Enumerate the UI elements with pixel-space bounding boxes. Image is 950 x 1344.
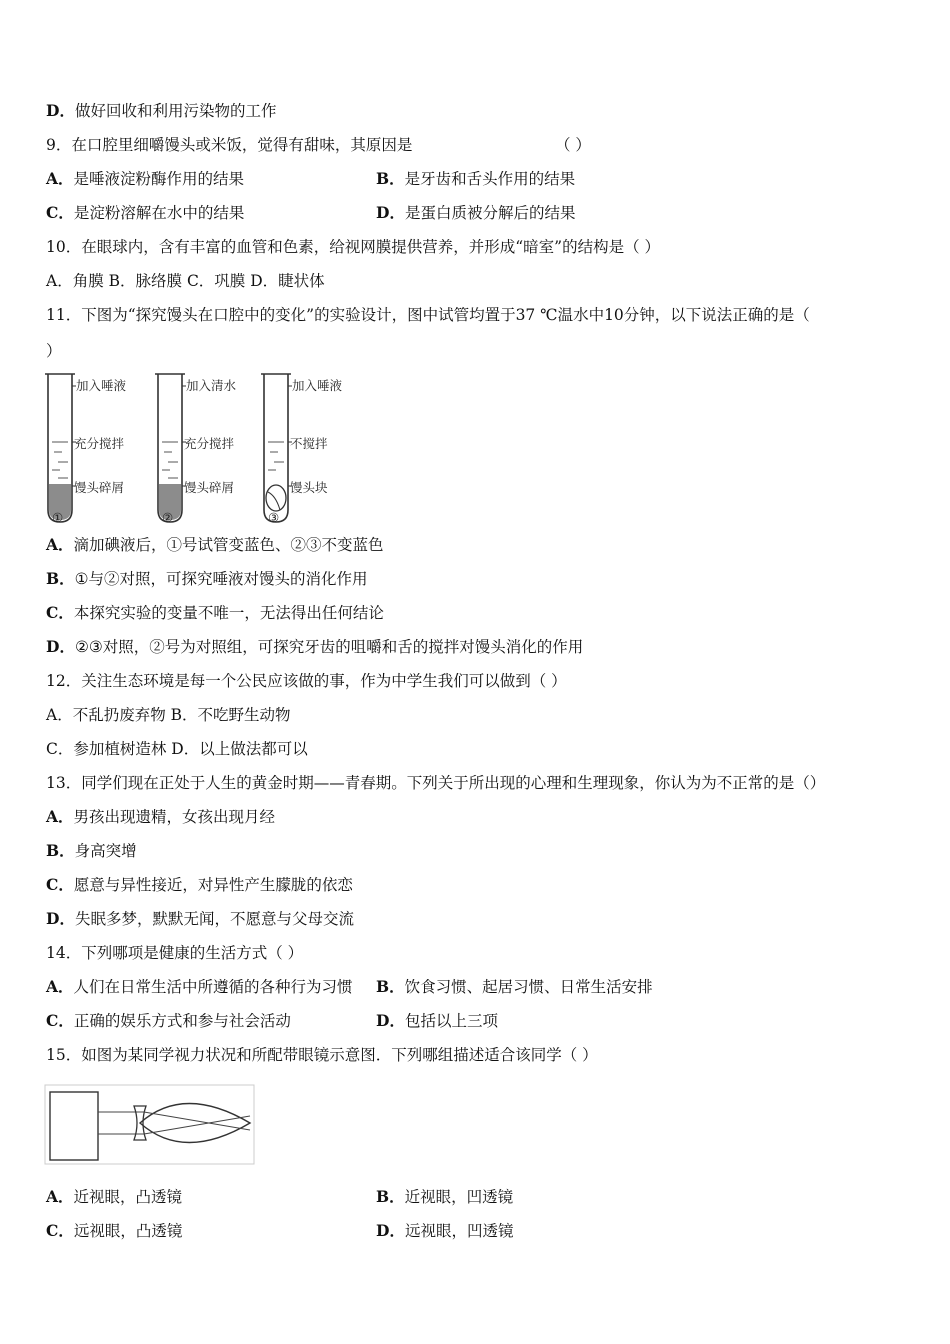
option-letter: A． <box>46 169 74 188</box>
option-letter: D． <box>376 1221 405 1240</box>
option-letter: B． <box>376 1187 405 1206</box>
q12-options-line2: C．参加植树造林 D．以上做法都可以 <box>46 740 308 758</box>
tube1-number: ① <box>52 510 64 525</box>
option-letter: D． <box>46 909 75 928</box>
q11-option-c <box>46 602 384 624</box>
q10-options: A．角膜 B．脉络膜 C．巩膜 D．睫状体 <box>46 272 325 290</box>
option-text: 做好回收和利用污染物的工作 <box>74 102 277 120</box>
option-letter: A． <box>46 535 74 554</box>
q14-option-d <box>376 1010 498 1032</box>
option-text: 近视眼，凸透镜 <box>73 1188 183 1206</box>
q13-option-c <box>46 874 353 896</box>
test-tube-figure <box>40 370 360 528</box>
tube2-top-label: 加入清水 <box>186 378 237 393</box>
q15-option-c <box>46 1220 182 1242</box>
q13-stem: 13．同学们现在正处于人生的黄金时期——青春期。下列关于所出现的心理和生理现象，你认为为不正常的是（） <box>46 774 826 792</box>
option-letter: D． <box>376 1011 405 1030</box>
tube3-top-label: 加入唾液 <box>292 378 343 393</box>
option-letter: B． <box>46 569 75 588</box>
tube2-mid-label: 充分搅拌 <box>184 436 235 451</box>
test-tube-3 <box>261 374 292 522</box>
option-text: 本探究实验的变量不唯一，无法得出任何结论 <box>73 604 384 622</box>
option-text: 身高突增 <box>74 842 137 860</box>
q14-option-b <box>376 976 653 998</box>
q12-options-line1: A．不乱扔废弃物 B．不吃野生动物 <box>46 706 291 724</box>
q15-option-d <box>376 1220 513 1242</box>
object-icon <box>50 1092 98 1160</box>
option-letter: A． <box>46 1187 74 1206</box>
q9-option-a <box>46 168 244 190</box>
q11-option-a <box>46 534 384 556</box>
option-text: 滴加碘液后，①号试管变蓝色、②③不变蓝色 <box>73 536 384 554</box>
option-letter: A． <box>46 807 74 826</box>
eyeball-icon <box>140 1104 250 1143</box>
eye-lens-figure <box>44 1084 256 1166</box>
test-tube-1 <box>45 374 76 522</box>
q15-option-a <box>46 1186 182 1208</box>
option-text: 近视眼，凹透镜 <box>404 1188 514 1206</box>
option-letter: C． <box>46 603 74 622</box>
option-text: 是唾液淀粉酶作用的结果 <box>73 170 245 188</box>
option-text: 人们在日常生活中所遵循的各种行为习惯 <box>73 978 353 996</box>
option-letter: B． <box>376 169 405 188</box>
option-letter: D． <box>46 637 75 656</box>
q11-option-d <box>46 636 583 658</box>
tube2-bottom-label: 馒头碎屑 <box>184 480 235 495</box>
q13-option-a <box>46 806 275 828</box>
tube1-bottom-label: 馒头碎屑 <box>74 480 125 495</box>
option-text: 远视眼，凸透镜 <box>73 1222 183 1240</box>
option-text: 失眠多梦，默默无闻，不愿意与父母交流 <box>74 910 354 928</box>
q11-option-b <box>46 568 368 590</box>
q9-option-d <box>376 202 575 224</box>
option-text: 是牙齿和舌头作用的结果 <box>404 170 576 188</box>
option-letter: B． <box>376 977 405 996</box>
option-letter: C． <box>46 1221 74 1240</box>
q9-stem <box>46 134 412 156</box>
option-text: 男孩出现遗精，女孩出现月经 <box>73 808 276 826</box>
option-letter: C． <box>46 875 74 894</box>
option-text: 包括以上三项 <box>404 1012 498 1030</box>
option-letter: A． <box>46 977 74 996</box>
q14-option-a <box>46 976 353 998</box>
question-text: 9．在口腔里细嚼馒头或米饭，觉得有甜味，其原因是 <box>46 136 413 154</box>
tube3-mid-label: 不搅拌 <box>290 436 328 451</box>
q11-stem: 11．下图为“探究馒头在口腔中的变化”的实验设计，图中试管均置于37 ℃温水中10分钟，以下说法正确的是（ <box>46 306 810 324</box>
q8-option-d <box>46 100 276 122</box>
option-text: 正确的娱乐方式和参与社会活动 <box>73 1012 291 1030</box>
q11-stem-end: ） <box>46 342 62 360</box>
q9-answer-blank: （ ） <box>555 136 591 154</box>
tube2-number: ② <box>162 510 174 525</box>
q15-option-b <box>376 1186 513 1208</box>
q12-stem: 12．关注生态环境是每一个公民应该做的事，作为中学生我们可以做到（ ） <box>46 672 567 690</box>
option-text: ②③对照，②号为对照组，可探究牙齿的咀嚼和舌的搅拌对馒头消化的作用 <box>74 638 584 656</box>
q14-option-c <box>46 1010 291 1032</box>
option-letter: C． <box>46 1011 74 1030</box>
option-text: 是淀粉溶解在水中的结果 <box>73 204 245 222</box>
q10-stem: 10．在眼球内，含有丰富的血管和色素，给视网膜提供营养，并形成“暗室”的结构是（ ） <box>46 238 661 256</box>
option-text: 愿意与异性接近，对异性产生朦胧的依恋 <box>73 876 353 894</box>
option-letter: C． <box>46 203 74 222</box>
option-text: 是蛋白质被分解后的结果 <box>404 204 576 222</box>
option-letter: D． <box>376 203 405 222</box>
option-letter: B． <box>46 841 75 860</box>
q13-option-d <box>46 908 354 930</box>
option-text: 饮食习惯、起居习惯、日常生活安排 <box>404 978 653 996</box>
option-letter: D． <box>46 101 75 120</box>
q14-stem: 14．下列哪项是健康的生活方式（ ） <box>46 944 304 962</box>
q9-option-b <box>376 168 575 190</box>
option-text: 远视眼，凹透镜 <box>404 1222 514 1240</box>
test-tube-2 <box>155 374 186 522</box>
tube3-bottom-label: 馒头块 <box>290 480 328 495</box>
q13-option-b <box>46 840 137 862</box>
tube1-top-label: 加入唾液 <box>76 378 127 393</box>
tube3-number: ③ <box>268 510 280 525</box>
option-text: ①与②对照，可探究唾液对馒头的消化作用 <box>74 570 368 588</box>
q15-stem: 15．如图为某同学视力状况和所配带眼镜示意图．下列哪组描述适合该同学（ ） <box>46 1046 598 1064</box>
tube1-mid-label: 充分搅拌 <box>74 436 125 451</box>
q9-option-c <box>46 202 244 224</box>
